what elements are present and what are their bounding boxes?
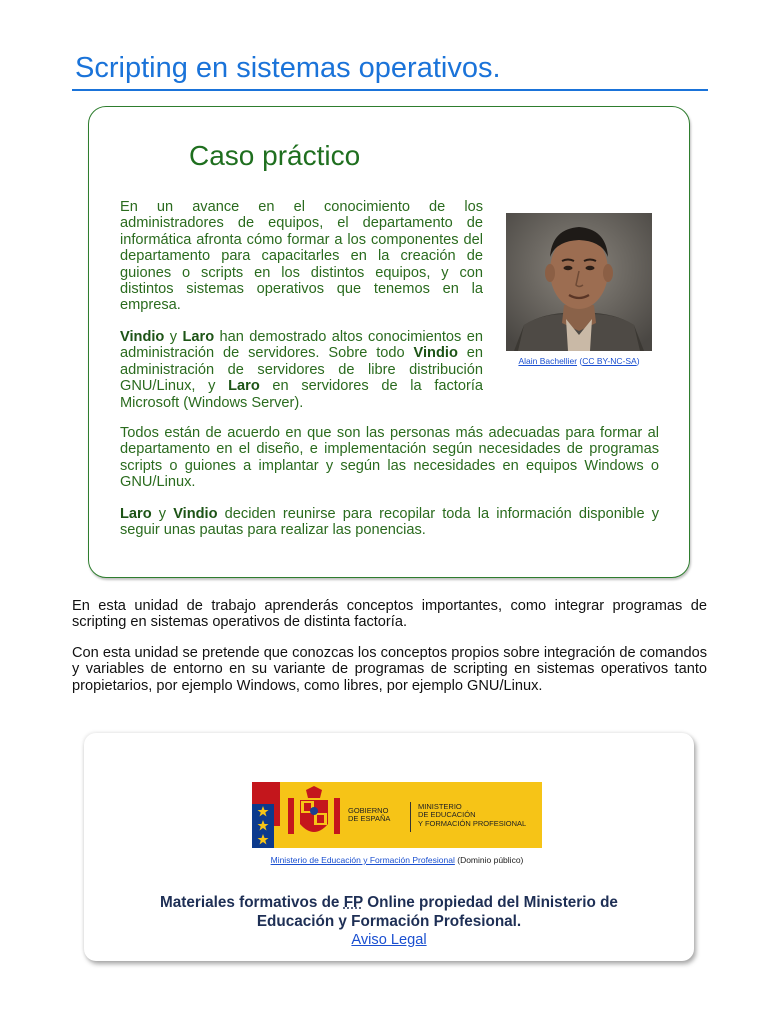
text-segment: deciden reunirse para recopilar toda la información disponible y seguir unas pautas para realizar las ponencias. xyxy=(120,506,659,539)
text-segment: en servidores de la factoría Microsoft (Windows Server). xyxy=(120,378,483,411)
case-paragraph-3: Todos están de acuerdo en que son las personas más adecuadas para formar al departamento en el diseño, e implementación según necesidades de programas scripts o guiones a implantar y según las necesidades en equipos Windows o GNU/Linux. xyxy=(120,425,659,491)
logo-text-gobierno: GOBIERNO DE ESPAÑA xyxy=(348,806,391,824)
name-vindio: Vindio xyxy=(120,329,165,345)
logo-caption xyxy=(252,855,542,865)
caption-text: ( xyxy=(577,356,583,366)
logo-text-ministerio: MINISTERIO DE EDUCACIÓN Y FORMACIÓN PROFESIONAL xyxy=(418,802,527,828)
license-link[interactable]: CC BY-NC-SA xyxy=(582,356,637,366)
case-paragraph-2 xyxy=(120,329,483,411)
author-link[interactable]: Alain Bachellier xyxy=(518,356,578,366)
name-laro: Laro xyxy=(228,378,260,395)
legal-notice-label[interactable]: Aviso Legal xyxy=(351,932,427,948)
logo-divider xyxy=(410,802,411,832)
name-vindio: Vindio xyxy=(173,506,218,522)
footer-ownership-line-1 xyxy=(90,894,688,912)
intro-paragraph-2: Con esta unidad se pretende que conozcas los conceptos propios sobre integración de comandos y variables de entorno en su variante de programas de scripting en sistemas operativos tanto propietarios, por ejemplo Windows, como libres, por ejemplo GNU/Linux. xyxy=(72,645,707,694)
text-segment: Materiales formativos de xyxy=(160,894,344,911)
name-laro: Laro xyxy=(182,329,215,345)
footer-ownership-line-2: Educación y Formación Profesional. xyxy=(256,913,522,930)
case-paragraph-1: En un avance en el conocimiento de los administradores de equipos, el departamento de informática afronta cómo formar a los componentes del departamento para capacitarles en la creación de guiones o scripts en los distintos equipos, y con distintos sistemas operativos que tenemos en la empresa. xyxy=(120,199,483,314)
ministry-logo xyxy=(252,782,542,848)
name-laro: Laro xyxy=(120,506,152,522)
portrait-photo xyxy=(506,213,652,351)
portrait-image xyxy=(506,213,652,351)
text-segment: han demostrado altos conocimientos en administración de servidores. Sobre todo xyxy=(120,329,483,362)
coat-of-arms-icon xyxy=(284,784,344,846)
text-segment: en administración de servidores de libre distribución GNU/Linux, y xyxy=(120,345,483,395)
eu-stars-icon xyxy=(252,782,274,848)
text-segment: y xyxy=(151,506,174,522)
case-heading: Caso práctico xyxy=(189,140,361,171)
caption-text: (Dominio público) xyxy=(454,855,524,865)
name-vindio: Vindio xyxy=(413,345,458,362)
page-title: Scripting en sistemas operativos. xyxy=(75,52,501,84)
ministry-link[interactable]: Ministerio de Educación y Formación Profesional xyxy=(270,855,455,865)
intro-paragraph-1: En esta unidad de trabajo aprenderás conceptos importantes, como integrar programas de scripting en sistemas operativos de distinta factoría. xyxy=(72,598,707,631)
text-segment: y xyxy=(164,329,183,345)
case-paragraph-4 xyxy=(120,506,659,539)
flag-stripe xyxy=(274,782,280,826)
fp-abbreviation[interactable]: FP xyxy=(343,894,363,911)
legal-notice-link[interactable] xyxy=(90,932,688,948)
title-underline xyxy=(72,89,708,91)
text-segment: Online propiedad del Ministerio de xyxy=(362,894,618,911)
caption-text: ) xyxy=(636,356,640,366)
photo-caption xyxy=(506,356,652,366)
